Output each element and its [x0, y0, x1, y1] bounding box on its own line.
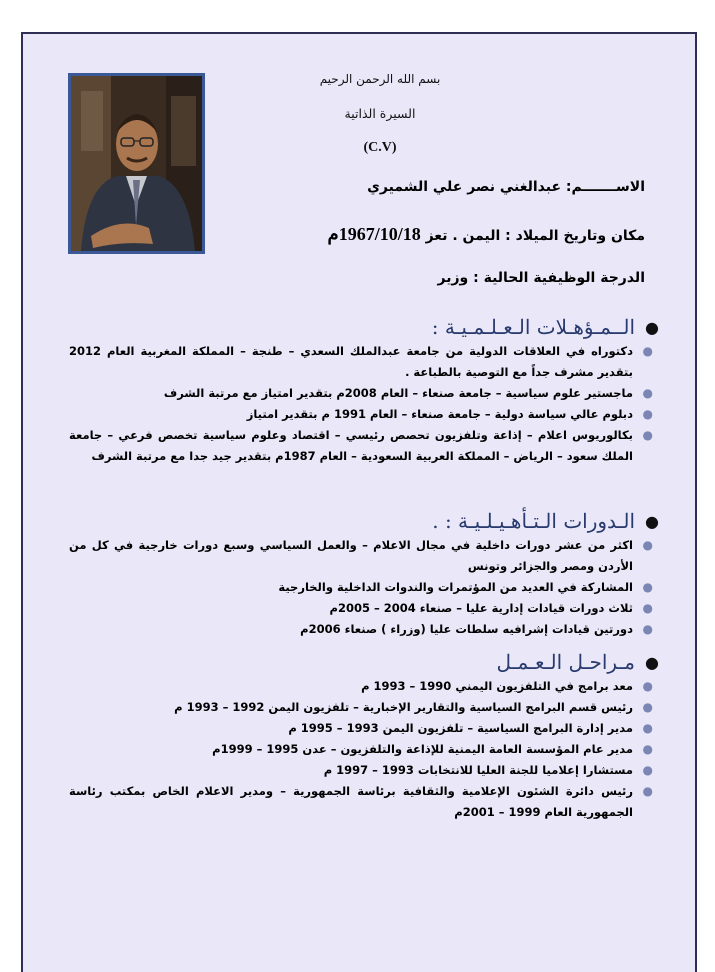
bullet-icon: ●	[642, 763, 653, 777]
profile-photo	[68, 73, 205, 254]
career-heading	[69, 648, 659, 676]
bullet-icon: ●	[642, 622, 653, 636]
birth-date: 1967/10/18م	[327, 224, 421, 244]
birth-place: اليمن . تعز	[425, 228, 501, 244]
job-line	[438, 270, 646, 286]
list-item: ● مدير عام المؤسسة العامة اليمنية للإذاعة والتلفزيون – عدن 1995 – 1999م	[69, 739, 659, 760]
name-line	[367, 179, 645, 195]
courses-heading	[69, 507, 659, 535]
list-item: ● مستشارا إعلاميا للجنة العليا للانتخابات 1993 – 1997 م	[69, 760, 659, 781]
qualifications-heading	[69, 313, 659, 341]
career-title: مـراحـل الـعـمـل	[496, 650, 636, 674]
career-list	[69, 676, 659, 823]
courses-list	[69, 535, 659, 640]
list-item: ● ثلاث دورات قيادات إدارية عليا – صنعاء 2004 – 2005م	[69, 598, 659, 619]
bullet-icon: ●	[642, 784, 653, 798]
bullet-icon: ●	[642, 721, 653, 735]
qualifications-title: الــمـؤهـلات الـعـلـمـيـة :	[431, 315, 636, 339]
list-item: ● مدير إدارة البرامج السياسية – تلفزيون اليمن 1993 – 1995 م	[69, 718, 659, 739]
list-item: ● دكتوراه في العلاقات الدولية من جامعة عبدالملك السعدي – طنجة – المملكة المغربية العام 2012 بتقدير مشرف جداً مع التوصية بالطباعة .	[69, 341, 659, 383]
career-section	[69, 648, 659, 823]
cv-code: (C.V)	[363, 140, 397, 155]
list-item: ● اكثر من عشر دورات داخلية في مجال الاعلام – والعمل السياسي وسبع دورات خارجية في كل من الأردن ومصر والجزائر وتونس	[69, 535, 659, 577]
bullet-icon: ●	[642, 700, 653, 714]
list-item: ● دبلوم عالي سياسة دولية – جامعة صنعاء – العام 1991 م بتقدير امتياز	[69, 404, 659, 425]
bullet-icon: ●	[645, 511, 659, 531]
list-item: ● معد برامج في التلفزيون اليمني 1990 – 1993 م	[69, 676, 659, 697]
bullet-icon: ●	[642, 407, 653, 421]
bullet-icon: ●	[642, 344, 653, 358]
bullet-icon: ●	[642, 601, 653, 615]
bullet-icon: ●	[642, 679, 653, 693]
list-item: ● رئيس دائرة الشئون الإعلامية والثقافية برئاسة الجمهورية – ومدير الاعلام الخاص بمكتب رئاسة الجمهورية العام 1999 – 2001م	[69, 781, 659, 823]
job-label: الدرجة الوظيفية الحالية :	[473, 270, 645, 286]
bullet-icon: ●	[642, 742, 653, 756]
list-item: ● بكالوريوس اعلام – إذاعة وتلفزيون تحصص رئيسي – اقتصاد وعلوم سياسية تخصص فرعي – جامعة الملك سعود – الرياض – المملكة العربية السعودية – العام 1987م بتقدير جيد جدا مع مرتبة الشرف	[69, 425, 659, 467]
qualifications-section	[69, 313, 659, 467]
bullet-icon: ●	[645, 652, 659, 672]
name-label: الاســـــــم:	[565, 179, 645, 195]
birth-line	[328, 224, 645, 245]
courses-section	[69, 507, 659, 640]
basmala: بسم الله الرحمن الرحيم	[319, 72, 441, 86]
list-item: ● دورتين قيادات إشرافيه سلطات عليا (وزراء ) صنعاء 2006م	[69, 619, 659, 640]
birth-label: مكان وتاريخ الميلاد :	[505, 228, 645, 244]
cv-title: السيرة الذاتية	[344, 106, 416, 121]
bullet-icon: ●	[645, 317, 659, 337]
list-item: ● رئيس قسم البرامج السياسية والتقارير الإخبارية – تلفزيون اليمن 1992 – 1993 م	[69, 697, 659, 718]
list-item: ● المشاركة في العديد من المؤتمرات والندوات الداخلية والخارجية	[69, 577, 659, 598]
bullet-icon: ●	[642, 386, 653, 400]
job-value: وزير	[437, 270, 469, 286]
name-value: عبدالغني نصر علي الشميري	[367, 179, 562, 195]
bullet-icon: ●	[642, 580, 653, 594]
qualifications-list	[69, 341, 659, 467]
courses-title: الـدورات الـتـأهـيـلـيـة : .	[432, 509, 636, 533]
bullet-icon: ●	[642, 428, 653, 442]
bullet-icon: ●	[642, 538, 653, 552]
list-item: ● ماجستير علوم سياسية – جامعة صنعاء – العام 2008م بتقدير امتياز مع مرتبة الشرف	[69, 383, 659, 404]
